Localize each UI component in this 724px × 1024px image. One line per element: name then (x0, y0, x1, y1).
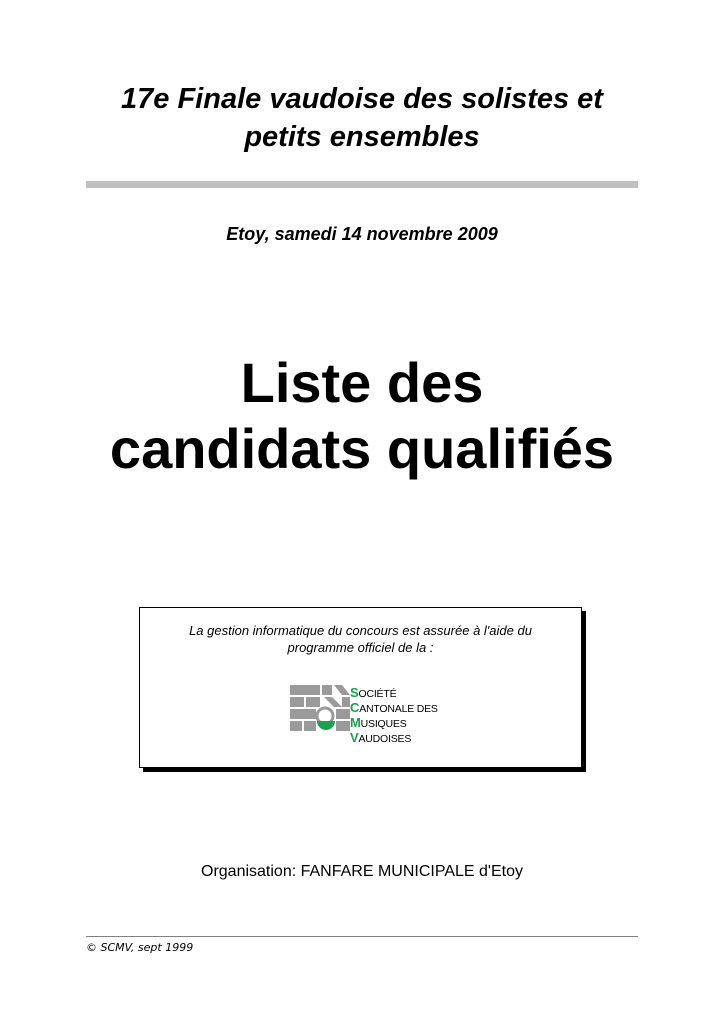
scmv-line-1 (350, 686, 438, 701)
scmv-logo-icon (290, 685, 350, 741)
scmv-line-rest: ANTONALE DES (359, 703, 438, 715)
info-box-text-line2: programme officiel de la : (287, 640, 434, 655)
event-title-line2: petits ensembles (244, 121, 480, 153)
page-title-line1: Liste des (240, 351, 484, 414)
info-box-text-line1: La gestion informatique du concours est assurée à l'aide du (189, 623, 532, 638)
scmv-line-initial: S (350, 685, 359, 700)
scmv-logo-text (350, 686, 438, 746)
title-divider (86, 181, 638, 188)
scmv-logo (290, 685, 450, 745)
info-box (139, 607, 582, 768)
scmv-line-rest: OCIÉTÉ (358, 688, 397, 700)
footer-divider (86, 936, 638, 937)
footer-copyright: © SCMV, sept 1999 (86, 941, 194, 954)
scmv-line-3 (350, 716, 438, 731)
event-date-location: Etoy, samedi 14 novembre 2009 (226, 224, 498, 244)
page-title (40, 350, 684, 482)
scmv-line-initial: C (350, 700, 360, 715)
event-title (60, 80, 664, 156)
scmv-line-2 (350, 701, 438, 716)
organisation-line: Organisation: FANFARE MUNICIPALE d'Etoy (201, 863, 523, 880)
scmv-line-initial: M (350, 715, 361, 730)
page-title-line2: candidats qualifiés (109, 417, 615, 480)
scmv-line-initial: V (350, 730, 359, 745)
scmv-line-rest: USIQUES (360, 718, 407, 730)
info-box-text (150, 622, 571, 656)
event-title-line1: 17e Finale vaudoise des solistes et (121, 83, 603, 115)
scmv-line-rest: AUDOISES (358, 733, 412, 745)
scmv-line-4 (350, 731, 438, 746)
